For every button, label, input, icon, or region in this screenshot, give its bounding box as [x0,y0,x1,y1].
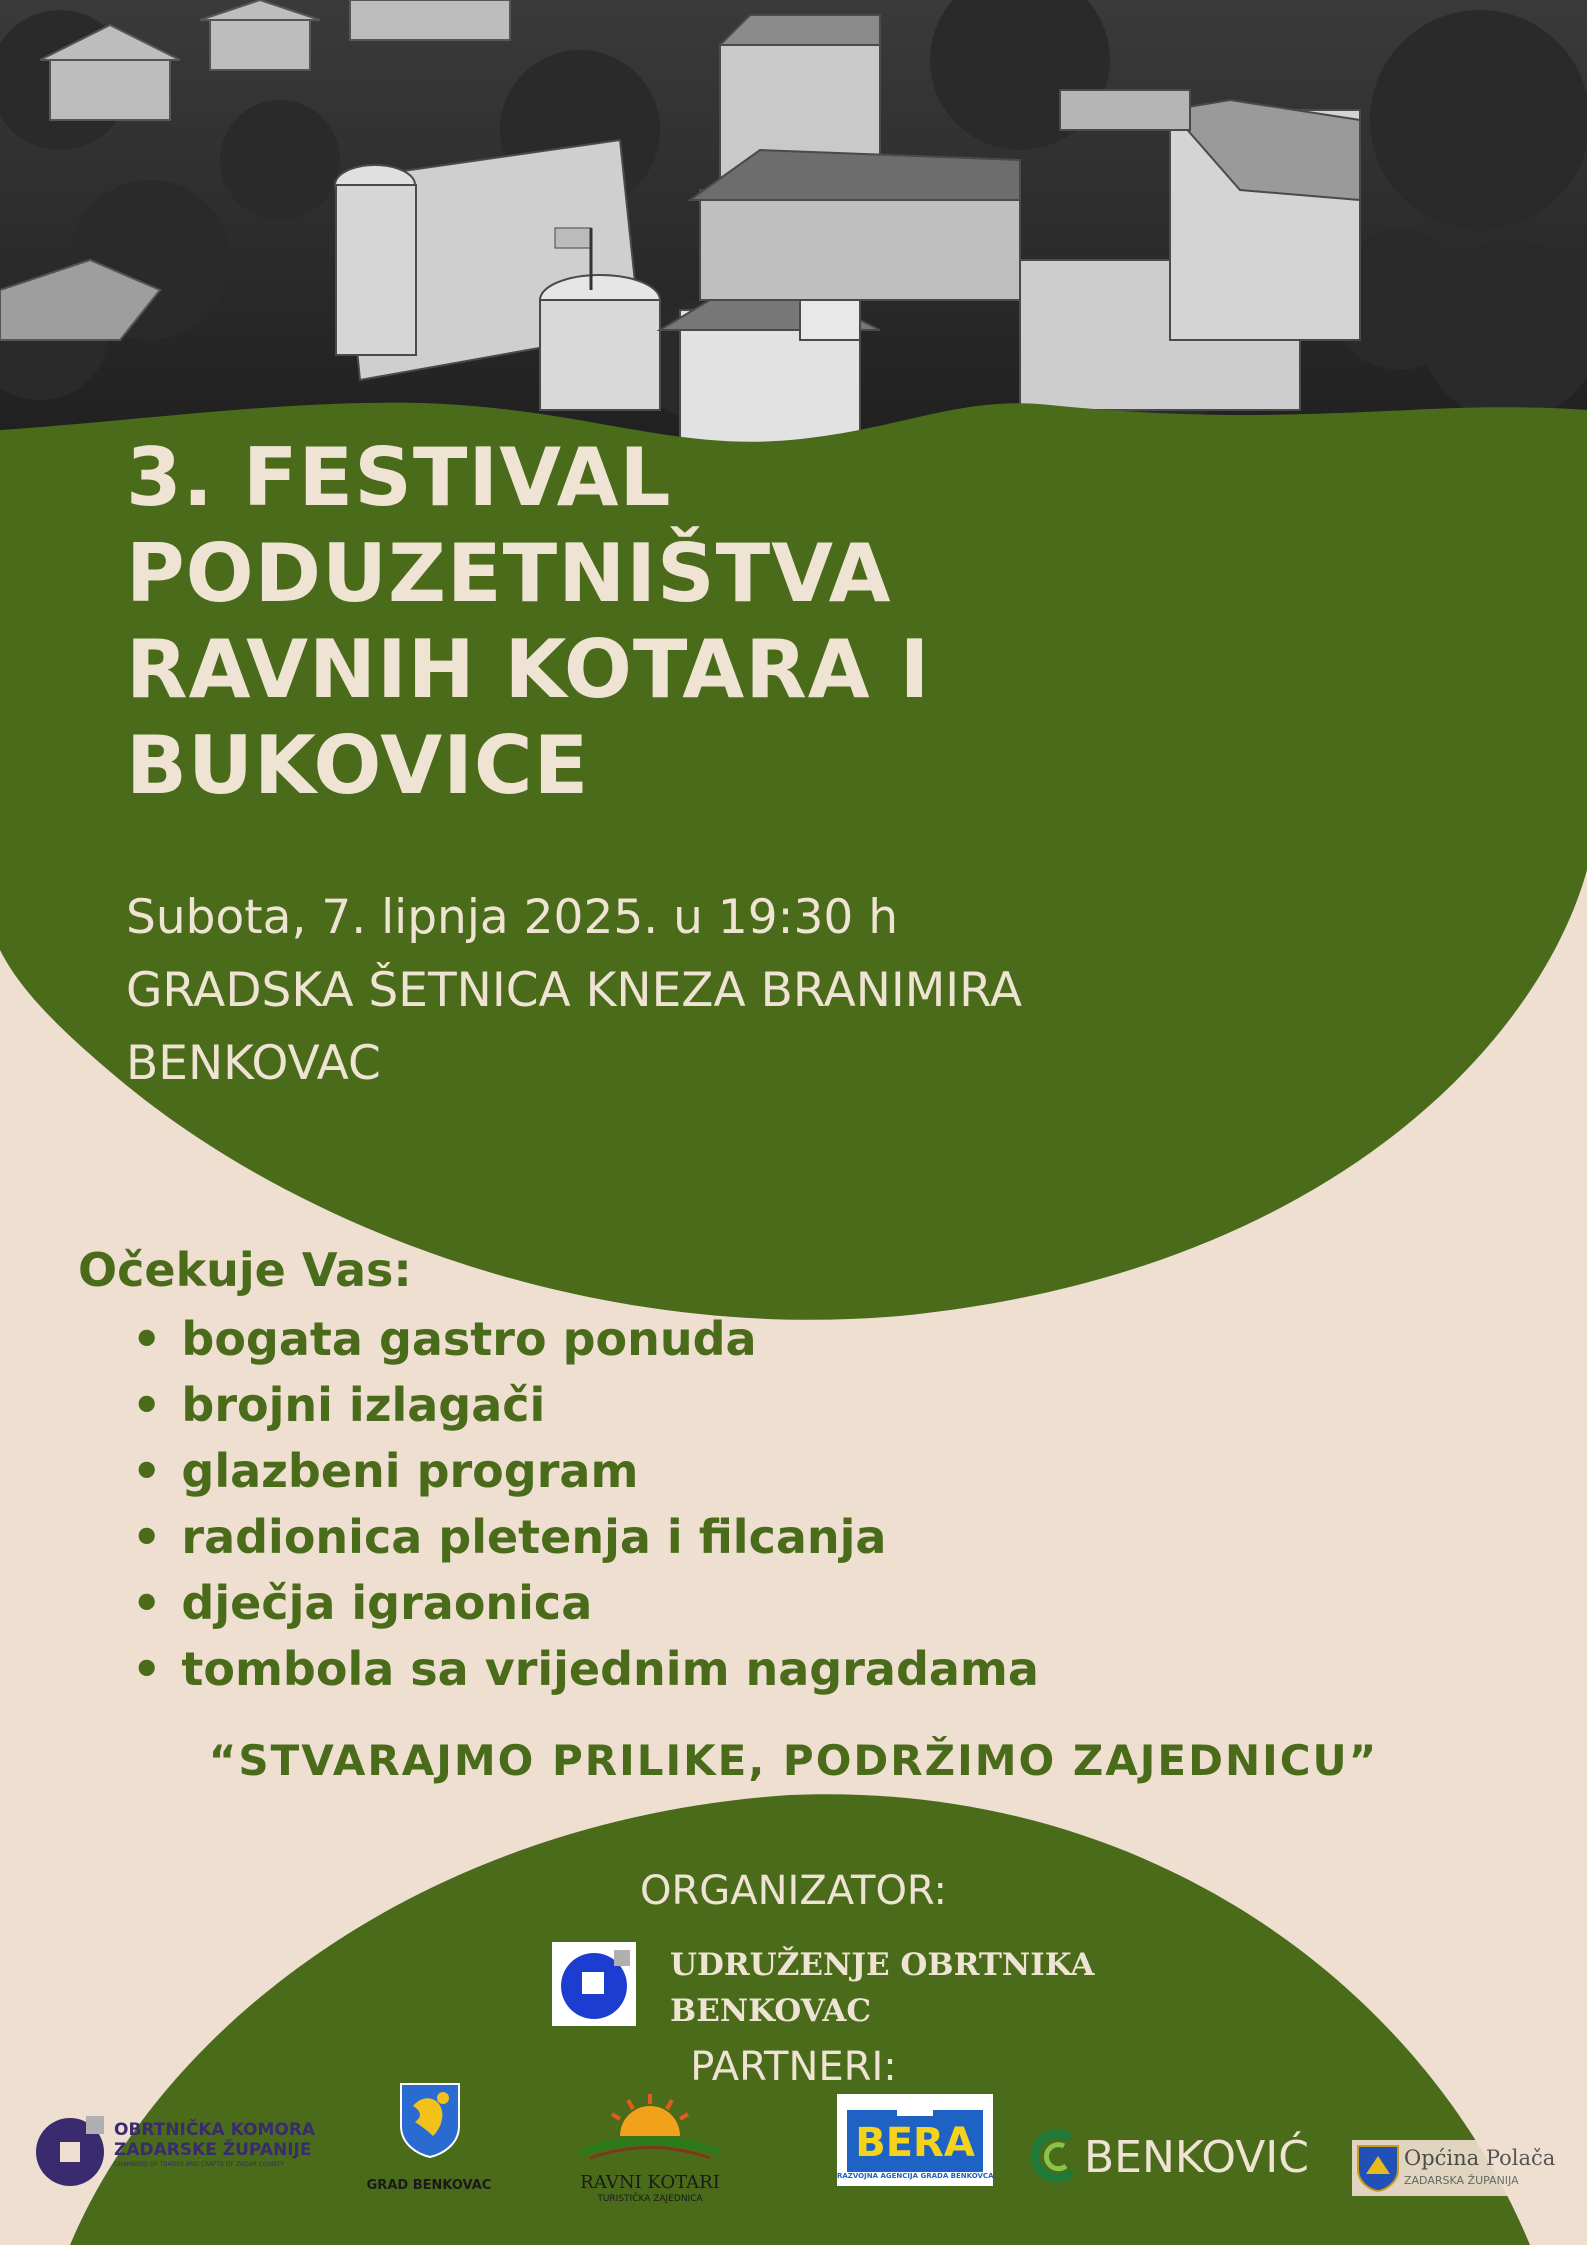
partner-tagline: TURISTIČKA ZAJEDNICA [597,2194,703,2204]
partner-grad-benkovac [364,2082,494,2202]
title-line: RAVNIH KOTARA I [126,623,931,716]
udruzenje-obrtnika-logo-icon [552,1942,636,2026]
title-line: BUKOVICE [126,719,590,812]
partners-label: PARTNERI: [690,2044,897,2090]
organizer-name-line: UDRUŽENJE OBRTNIKA [670,1947,1095,1983]
partner-obrtnicka-komora [34,2110,324,2190]
partner-name: Općina Polača [1404,2146,1556,2170]
slogan: “STVARAJMO PRILIKE, PODRŽIMO ZAJEDNICU” [208,1736,1379,1785]
partner-name: BERA [855,2120,975,2166]
expect-list [132,1306,1039,1702]
title-line: 3. FESTIVAL [126,431,672,524]
obrtnicka-komora-logo-icon [34,2114,108,2188]
partner-bera [837,2094,993,2186]
list-item: • radionica pletenja i filcanja [132,1504,1039,1570]
partner-name-line: OBRTNIČKA KOMORA [114,2120,316,2140]
partner-tagline: CHAMBERS OF TRADES AND CRAFTS OF ZADAR COUNTY [114,2161,284,2168]
partner-benkovic [1026,2128,1316,2188]
partner-name: RAVNI KOTARI [580,2172,720,2193]
event-venue: GRADSKA ŠETNICA KNEZA BRANIMIRA [126,963,1023,1018]
partner-ravni-kotari [570,2092,730,2212]
list-item: • tombola sa vrijednim nagradama [132,1636,1039,1702]
list-item: • bogata gastro ponuda [132,1306,1039,1372]
title-line: PODUZETNIŠTVA [126,527,892,620]
partner-tagline: ZADARSKA ŽUPANIJA [1404,2174,1519,2187]
event-date: Subota, 7. lipnja 2025. u 19:30 h [126,890,899,945]
benkovic-swirl-logo-icon [1026,2128,1080,2184]
organizer-name [670,1942,1094,2034]
partner-name: BENKOVIĆ [1084,2132,1310,2183]
organizer-name-line: BENKOVAC [670,1993,872,2029]
list-item: • dječja igraonica [132,1570,1039,1636]
event-title [126,430,1426,814]
partner-name: GRAD BENKOVAC [366,2178,492,2193]
grad-benkovac-coat-of-arms-icon [399,2082,461,2158]
partner-name-line: ZADARSKE ŽUPANIJE [114,2140,312,2160]
ravni-kotari-sun-logo-icon [580,2092,720,2162]
expect-heading: Očekuje Vas: [78,1243,412,1297]
organizer-label: ORGANIZATOR: [640,1868,947,1914]
partner-tagline: RAZVOJNA AGENCIJA GRADA BENKOVCA [837,2172,994,2180]
partner-opcina-polaca [1352,2140,1556,2196]
list-item: • brojni izlagači [132,1372,1039,1438]
event-city: BENKOVAC [126,1036,381,1091]
opcina-polaca-coat-of-arms-icon [1356,2144,1400,2192]
list-item: • glazbeni program [132,1438,1039,1504]
